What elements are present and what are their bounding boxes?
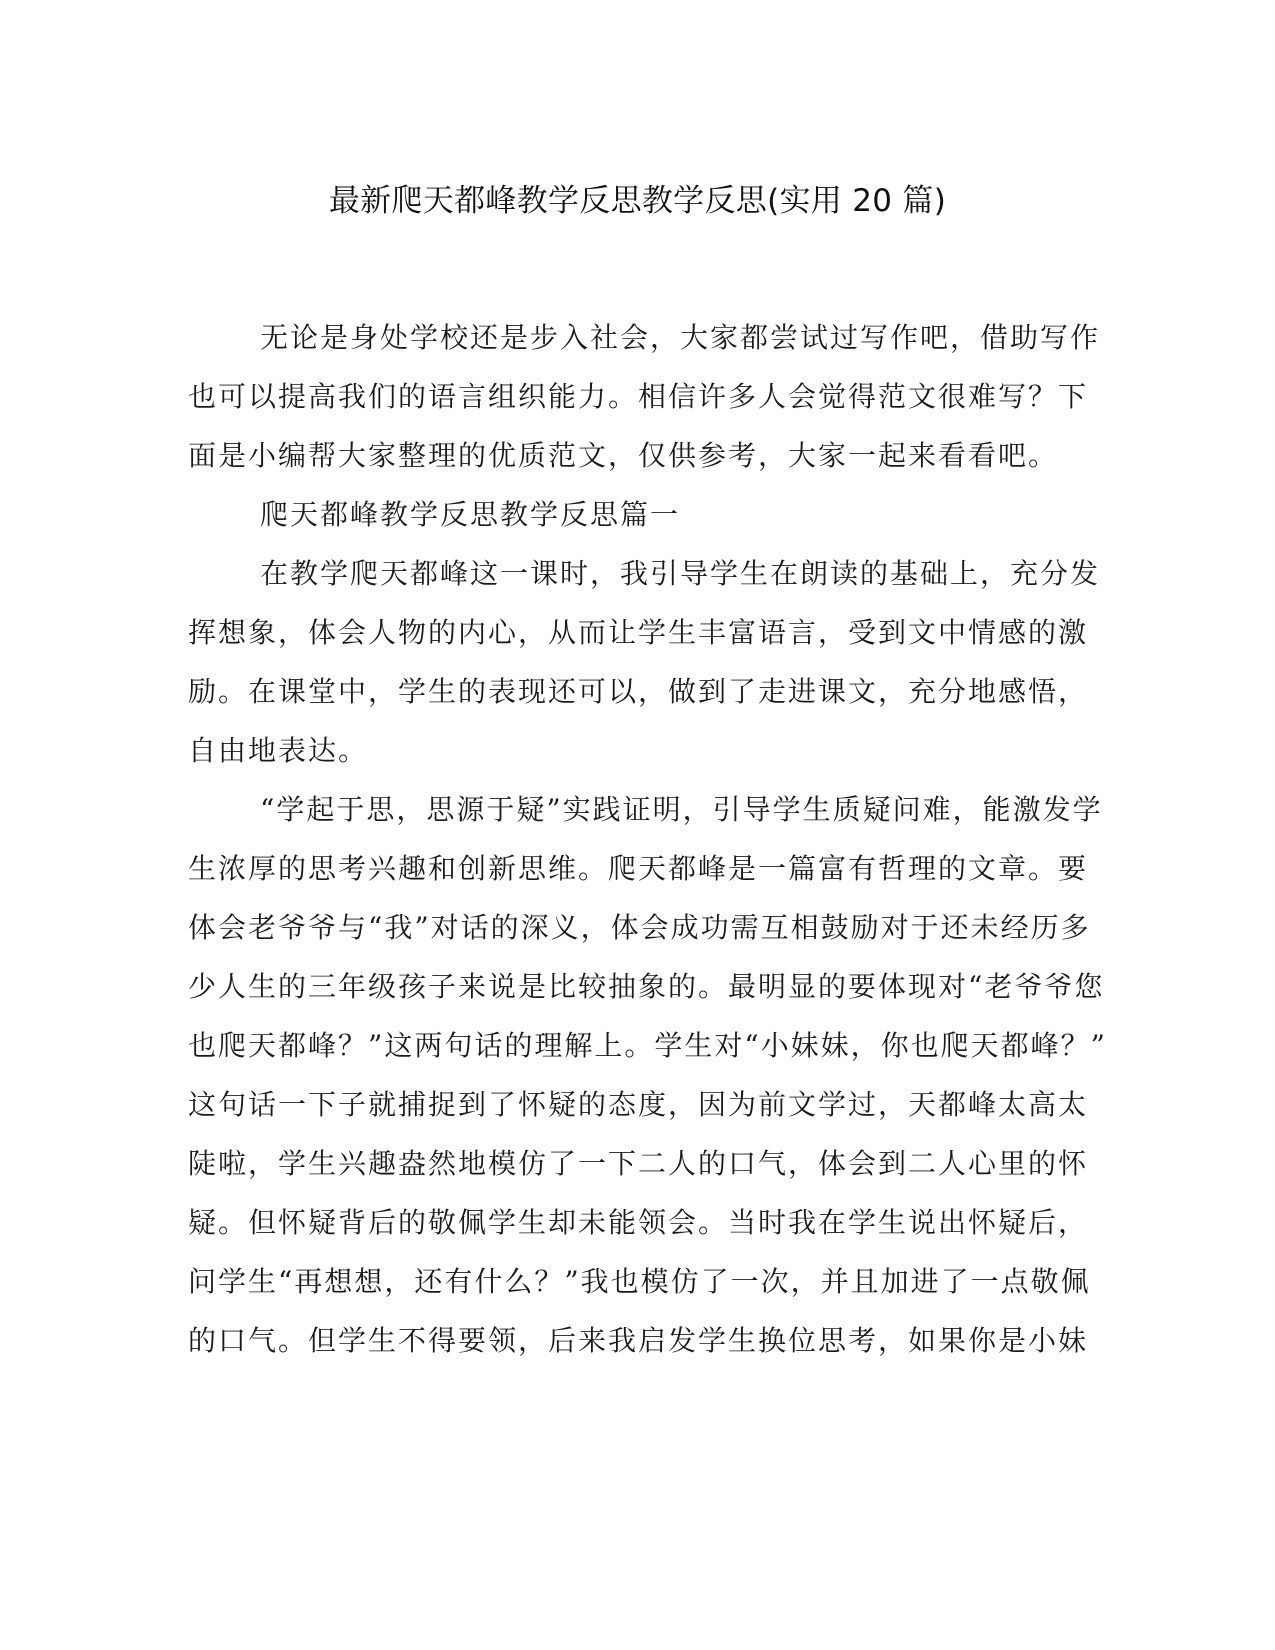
text-line: 挥想象，体会人物的内心，从而让学生丰富语言，受到文中情感的激 [188,616,1089,649]
text-line: 这句话一下子就捕捉到了怀疑的态度，因为前文学过，天都峰太高太 [188,1088,1089,1121]
text-line: 疑。但怀疑背后的敬佩学生却未能领会。当时我在学生说出怀疑后， [188,1206,1089,1239]
text-line: 自由地表达。 [188,734,369,767]
text-line: 的口气。但学生不得要领，后来我启发学生换位思考，如果你是小妹 [188,1324,1089,1357]
text-line: 少人生的三年级孩子来说是比较抽象的。最明显的要体现对“老爷爷您 [188,970,1105,1003]
text-line: 陡啦，学生兴趣盎然地模仿了一下二人的口气，体会到二人心里的怀 [188,1147,1089,1180]
text-line: “学起于思，思源于疑”实践证明，引导学生质疑问难，能激发学 [260,793,1103,826]
text-line: 体会老爷爷与“我”对话的深义，体会成功需互相鼓励对于还未经历多 [188,911,1091,944]
text-line: 生浓厚的思考兴趣和创新思维。爬天都峰是一篇富有哲理的文章。要 [188,852,1089,885]
section-heading: 爬天都峰教学反思教学反思篇一 [260,498,681,531]
text-line: 励。在课堂中，学生的表现还可以，做到了走进课文，充分地感悟， [188,675,1089,708]
text-line: 也爬天都峰？”这两句话的理解上。学生对“小妹妹，你也爬天都峰？” [188,1029,1107,1062]
text-line: 在教学爬天都峰这一课时，我引导学生在朗读的基础上，充分发 [260,557,1101,590]
text-line: 问学生“再想想，还有什么？”我也模仿了一次，并且加进了一点敬佩 [188,1265,1091,1298]
text-line: 无论是身处学校还是步入社会，大家都尝试过写作吧，借助写作 [260,321,1101,354]
document-title: 最新爬天都峰教学反思教学反思(实用 20 篇) [328,183,947,219]
text-line: 面是小编帮大家整理的优质范文，仅供参考，大家一起来看看吧。 [188,439,1059,472]
text-line: 也可以提高我们的语言组织能力。相信许多人会觉得范文很难写？下 [188,380,1089,413]
